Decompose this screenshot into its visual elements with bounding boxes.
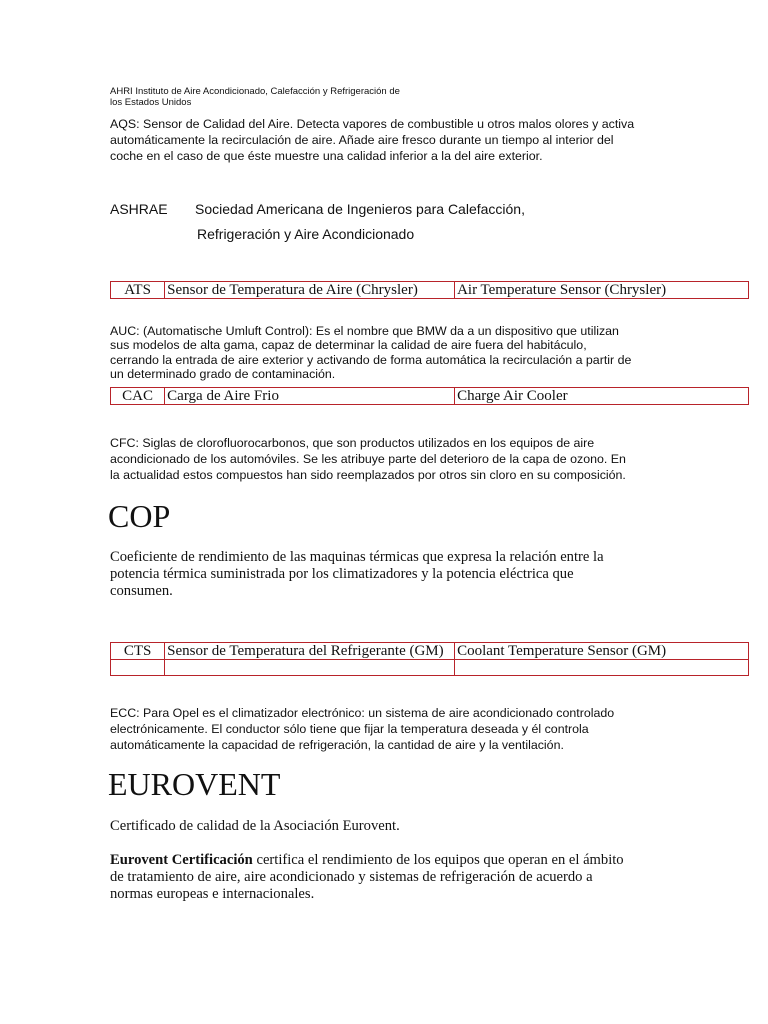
- auc-line-1: AUC: (Automatische Umluft Control): Es el nombre que BMW da a un dispositivo que utilizan: [110, 324, 619, 338]
- cac-spanish-cell: Carga de Aire Frio: [165, 388, 455, 405]
- table-row: [111, 282, 749, 299]
- ahri-definition: [110, 86, 400, 108]
- cop-definition: [110, 549, 604, 600]
- ats-spanish-cell: Sensor de Temperatura de Aire (Chrysler): [165, 282, 455, 299]
- cts-english-cell: Coolant Temperature Sensor (GM): [455, 643, 749, 660]
- aqs-definition: [110, 116, 634, 164]
- eurovent-cert-line: Certificado de calidad de la Asociación Eurovent.: [110, 818, 400, 834]
- cfc-line-1: CFC: Siglas de clorofluorocarbonos, que son productos utilizados en los equipos de aire: [110, 436, 595, 450]
- eurovent-bold-term: Eurovent Certificación: [110, 852, 253, 868]
- cts-table: [110, 642, 749, 676]
- cts-empty-cell: [455, 660, 749, 676]
- cac-table: [110, 387, 749, 405]
- cac-abbr-cell: CAC: [111, 388, 165, 405]
- ats-abbr-cell: ATS: [111, 282, 165, 299]
- eurovent-heading: EUROVENT: [108, 766, 281, 802]
- auc-line-3: cerrando la entrada de aire exterior y activando de forma automática la recirculación a partir de: [110, 352, 632, 367]
- ecc-line-3: automáticamente la capacidad de refrigeración, la cantidad de aire y la ventilación.: [110, 738, 564, 752]
- aqs-line-2: automáticamente la recirculación de aire. Añade aire fresco durante un tiempo al interior del: [110, 133, 614, 147]
- auc-line-2: sus modelos de alta gama, capaz de determinar la calidad de aire fuera del habitáculo,: [110, 338, 587, 353]
- ahri-line-1: AHRI Instituto de Aire Acondicionado, Calefacción y Refrigeración de: [110, 86, 400, 97]
- ats-english-cell: Air Temperature Sensor (Chrysler): [455, 282, 749, 299]
- cts-abbr-cell: CTS: [111, 643, 165, 660]
- table-row: [111, 643, 749, 660]
- ecc-line-1: ECC: Para Opel es el climatizador electrónico: un sistema de aire acondicionado controlado: [110, 706, 615, 720]
- eurovent-definition: [110, 852, 624, 903]
- cts-empty-cell: [111, 660, 165, 676]
- ats-table: [110, 281, 749, 299]
- ecc-definition: [110, 705, 614, 753]
- cfc-definition: [110, 435, 626, 483]
- ashrae-line-2: Refrigeración y Aire Acondicionado: [197, 226, 415, 242]
- ecc-line-2: electrónicamente. El conductor sólo tiene que fijar la temperatura deseada y él controla: [110, 722, 589, 736]
- auc-definition: [110, 324, 631, 381]
- eurovent-line-2: de tratamiento de aire, aire acondicionado y sistemas de refrigeración de acuerdo a: [110, 869, 593, 885]
- eurovent-line-1-rest: certifica el rendimiento de los equipos que operan en el ámbito: [252, 852, 624, 868]
- eurovent-line-1: [110, 852, 624, 869]
- aqs-line-3: coche en el caso de que éste muestre una calidad inferior a la del aire exterior.: [110, 149, 543, 163]
- table-row: [111, 660, 749, 676]
- auc-line-4: un determinado grado de contaminación.: [110, 366, 336, 381]
- cfc-line-3: la actualidad estos compuestos han sido reemplazados por otros sin cloro en su composición.: [110, 468, 626, 482]
- cts-spanish-cell: Sensor de Temperatura del Refrigerante (GM): [165, 643, 455, 660]
- cop-heading: COP: [108, 498, 171, 534]
- cop-line-2: potencia térmica suministrada por los climatizadores y la potencia eléctrica que: [110, 566, 574, 582]
- table-row: [111, 388, 749, 405]
- cop-line-3: consumen.: [110, 583, 173, 599]
- aqs-line-1: AQS: Sensor de Calidad del Aire. Detecta vapores de combustible u otros malos olores y activa: [110, 117, 635, 131]
- cop-line-1: Coeficiente de rendimiento de las maquinas térmicas que expresa la relación entre la: [110, 549, 604, 565]
- eurovent-line-3: normas europeas e internacionales.: [110, 886, 315, 902]
- ahri-line-2: los Estados Unidos: [110, 97, 192, 108]
- cac-english-cell: Charge Air Cooler: [455, 388, 749, 405]
- ashrae-abbr: ASHRAE: [110, 201, 168, 217]
- cts-empty-cell: [165, 660, 455, 676]
- ashrae-line-1: Sociedad Americana de Ingenieros para Calefacción,: [195, 201, 525, 217]
- cfc-line-2: acondicionado de los automóviles. Se les atribuye parte del deterioro de la capa de ozono. En: [110, 452, 626, 466]
